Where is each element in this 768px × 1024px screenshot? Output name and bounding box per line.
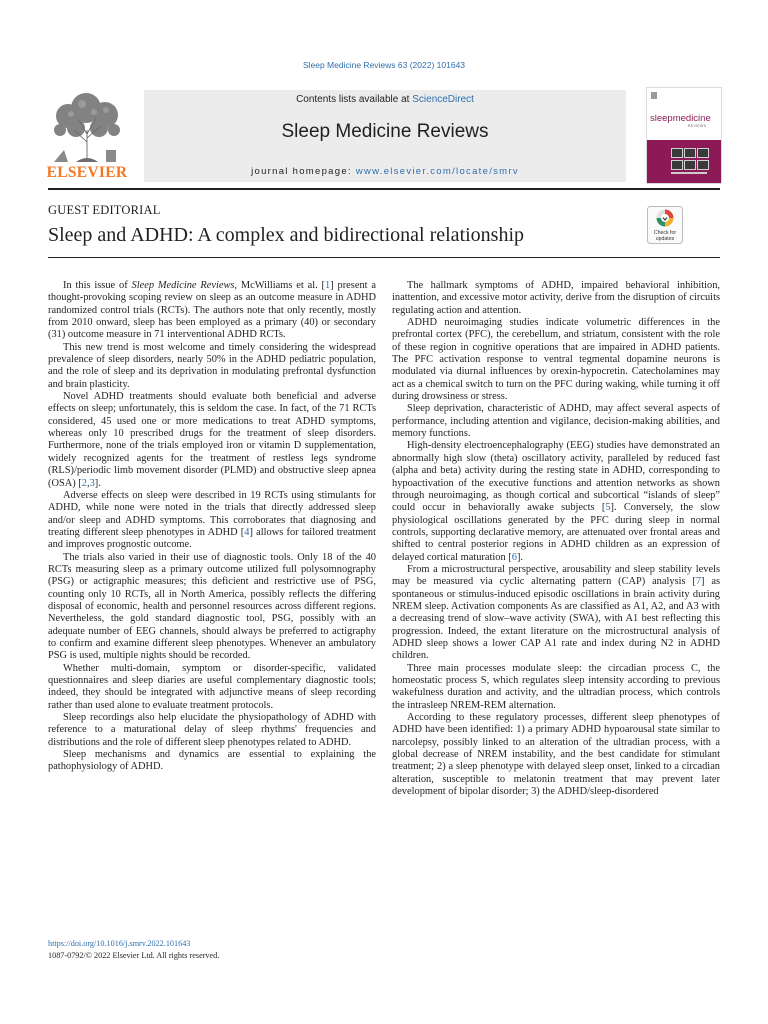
reference-link[interactable]: 6 [511, 551, 517, 563]
header-rule [48, 188, 720, 190]
page-footer [48, 938, 219, 961]
paragraph: This new trend is most welcome and timely considering the widespread prevalence of sleep disorders, nearly 50% in the ADHD pediatric population, and the role of sleep and its deprivation in modulating prefrontal dysfunction and brain plasticity. [48, 341, 376, 390]
title-rule [48, 257, 720, 258]
paragraph: ADHD neuroimaging studies indicate volumetric differences in the prefrontal cortex (PFC), the cerebellum, and striatum, consistent with the role of these region in cognitive operations that are impaired in ADHD patients. The PFC activation response to ventral tegmental dopamine neurons is modulated via diurnal influences by orexin-hypocretin. Catecholamines may act as a chemical switch to turn on the PFC during waking, while turning it off during drowsiness or stress. [392, 317, 720, 403]
cover-thumbnail [697, 160, 709, 170]
cover-title: sleepmedicine [650, 113, 711, 124]
body-column-left [48, 280, 376, 774]
paragraph: Sleep deprivation, characteristic of ADHD, may affect several aspects of performance, including attention and vigilance, decision-making abilities, and memory functions. [392, 403, 720, 440]
journal-masthead [144, 90, 626, 182]
cover-thumbnail [684, 160, 696, 170]
article-type: GUEST EDITORIAL [48, 203, 161, 217]
journal-homepage-line: journal homepage: www.elsevier.com/locate/smrv [251, 166, 519, 177]
paragraph: The trials also varied in their use of diagnostic tools. Only 18 of the 40 RCTs measuring sleep as a primary outcome utilized full polysomnography (PSG) or actigraphic measures; this deficient and restrictive use of PSG, counting only 10 RCTs, all in North America, possibly reflects the differing disposal of economic, health and personnel resources across different regions. Nevertheless, the gold standard diagnostic tool, PSG, possibly with an adequate number of EEG channels, should always be preferred to actigraphy to confirm and examine different sleep phenotypes. Whenever an ambulatory PSG is used, multiple nights should be recorded. [48, 551, 376, 662]
article-title: Sleep and ADHD: A complex and bidirectional relationship [48, 224, 525, 246]
paragraph: Sleep recordings also help elucidate the physiopathology of ADHD with reference to a maturational delay of sleep rhythms' frequencies and distributions and the role of different sleep phenotypes related to ADHD. [48, 712, 376, 748]
reference-link[interactable]: 5 [605, 502, 611, 514]
cover-thumbnail [697, 148, 709, 158]
elsevier-tree-icon [46, 90, 128, 164]
contents-available-line: Contents lists available at ScienceDirect [296, 94, 474, 105]
sciencedirect-link[interactable]: ScienceDirect [412, 94, 474, 105]
cover-band [647, 140, 721, 183]
elsevier-logo[interactable] [46, 90, 128, 182]
check-for-updates-badge[interactable] [647, 206, 683, 244]
reference-link[interactable]: 1 [325, 280, 331, 291]
check-updates-icon [647, 206, 683, 244]
paragraph: Novel ADHD treatments should evaluate both beneficial and adverse effects on sleep; unfortunately, this is seldom the case. In fact, of the 71 RCTs considered, 45 used one or more medications to treat ADHD symptoms, whereas only 10 prescribed drugs for the treatment of sleep disorders. Furthermore, none of the trials employed iron or vitamin D supplementation, widely recognized agents for the treatment of restless legs syndrome (RLS)/periodic limb movement disorder (PLMD) and obstructive sleep apnea (OSA) [2,3]. [48, 391, 376, 489]
paragraph: Three main processes modulate sleep: the circadian process C, the homeostatic process S, which regulates sleep intensity according to previous wakefulness duration and activity, and the ultradian process, which controls the intrasleep NREM-REM alternation. [392, 662, 720, 711]
badge-line1: Check for [653, 230, 677, 236]
cover-caption-line [671, 172, 707, 174]
paragraph: From a microstructural perspective, arousability and sleep stability levels may be measured via cyclic alternating pattern (CAP) analysis [7] as spontaneous or stimulus-induced episodic oscillations in brain activity during NREM sleep. Activation components As are classified as A1, A2, and A3 with a decreasing trend of slow–wave activity (SWA), with A1 best reflecting this progression. Indeed, the extant literature on the microstructural analysis of ADHD sleep shows a lower CAP A1 rate and index during N2 in ADHD children. [392, 563, 720, 662]
doi-link[interactable]: https://doi.org/10.1016/j.smrv.2022.101643 [48, 939, 191, 948]
reference-link[interactable]: 4 [244, 526, 250, 538]
cover-thumbnail [671, 148, 683, 158]
reference-link[interactable]: 7 [695, 576, 702, 588]
paragraph: The hallmark symptoms of ADHD, impaired behavioral inhibition, inattention, and excessive motor activity, derive from the disruption of circuits regulating action and attention. [392, 280, 720, 316]
reference-link[interactable]: 2 [81, 477, 87, 489]
journal-name: Sleep Medicine Reviews [281, 121, 489, 142]
paragraph: Sleep mechanisms and dynamics are essential to explaining the pathophysiology of ADHD. [48, 749, 376, 773]
elsevier-wordmark: ELSEVIER [46, 164, 128, 181]
journal-homepage-link[interactable]: www.elsevier.com/locate/smrv [355, 166, 519, 177]
journal-citation[interactable]: Sleep Medicine Reviews 63 (2022) 101643 [302, 60, 466, 70]
elsevier-mini-logo-icon [651, 92, 657, 99]
body-column-right [392, 280, 720, 798]
copyright-notice: 1087-0792/© 2022 Elsevier Ltd. All rights reserved. [48, 950, 220, 960]
journal-cover[interactable] [646, 87, 722, 184]
paragraph: Adverse effects on sleep were described in 19 RCTs using stimulants for ADHD, while none were noted in the trials that directly addressed sleep and/or sleep and ADHD symptoms. This corroborates that diagnosing and treating different sleep phenotypes in ADHD [4] allows for tailored treatment and improves prognostic outcome. [48, 489, 376, 551]
paragraph: In this issue of Sleep Medicine Reviews, McWilliams et al. [1] present a thought-provoking scoping review on sleep as an outcome measure in ADHD randomized control trials (RCTs). The authors note that only recently, mostly from 2010 onward, sleep has been employed as a primary (40) or secondary (31) outcome measure in 71 interventional ADHD RCTs. [48, 280, 376, 341]
paragraph: Whether multi-domain, symptom or disorder-specific, validated questionnaires and sleep diaries are useful complementary diagnostic tools; indeed, they should be integrated with adjunctive means of sleep recording rather than used alone to evaluate treatment protocols. [48, 662, 376, 711]
badge-line2: updates [655, 236, 675, 242]
cover-thumbnail [671, 160, 683, 170]
reference-link[interactable]: 3 [89, 477, 95, 489]
cover-thumbnail [684, 148, 696, 158]
paragraph: High-density electroencephalography (EEG) studies have demonstrated an abnormally high slow (theta) oscillatory activity, paralleled by reduced fast (alpha and beta) activity during the resting state in ADHD, corresponding to hypoactivation of the executive functions and attention networks as shown through neuroimaging, as though cortical and subcortical “islands of sleep” could occur in behaviorally awake subjects [5]. Conversely, the slow physiological oscillations generated by the PFC during sleep in normal controls, supporting declarative memory, are attenuated over frontal areas and shifted to central posterior regions in ADHD children as an expression of delayed cortical maturation [6]. [392, 440, 720, 563]
paragraph: According to these regulatory processes, different sleep phenotypes of ADHD have been identified: 1) a primary ADHD hypoarousal state similar to narcolepsy, possibly linked to an alteration of the ultradian process, with a global decrease of NREM instability, and the best candidate for stimulant treatment; 2) a sleep phenotype with delayed sleep onset, linked to a circadian alteration, susceptible to melatonin treatment that may prevent later development of bipolar disorder; 3) the ADHD/sleep-disordered [392, 712, 720, 798]
cover-subtitle: REVIEWS [688, 124, 707, 128]
